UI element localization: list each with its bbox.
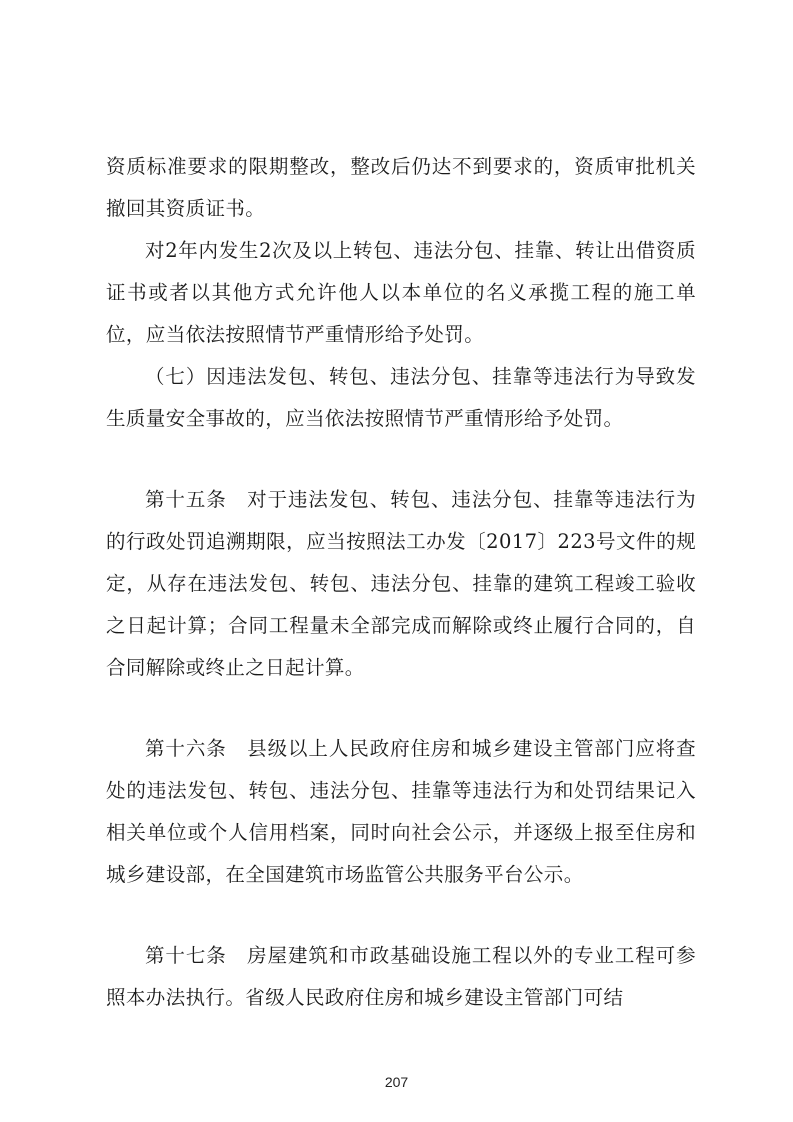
section-gap: [106, 440, 696, 479]
article-sixteen: [106, 728, 696, 896]
document-body: [106, 146, 696, 1019]
paragraph-item-seven: （七）因违法发包、转包、违法分包、挂靠等违法行为导致发生质量安全事故的，应当依法按照情节严重情形给予处罚。: [106, 365, 696, 430]
article-text: 房屋建筑和市政基础设施工程以外的专业工程可参照本办法执行。省级人民政府住房和城乡建设主管部门可结: [106, 944, 696, 1009]
article-text: 县级以上人民政府住房和城乡建设主管部门应将查处的违法发包、转包、违法分包、挂靠等违法行为和处罚结果记入相关单位或个人信用档案，同时向社会公示，并逐级上报至住房和城乡建设部，在全国建筑市场监管公共服务平台公示。: [106, 737, 696, 886]
section-gap: [106, 896, 696, 935]
paragraph-continuation: 资质标准要求的限期整改，整改后仍达不到要求的，资质审批机关撤回其资质证书。: [106, 155, 696, 220]
section-gap: [106, 689, 696, 728]
article-fifteen: [106, 479, 696, 689]
page-number: 207: [384, 1074, 409, 1090]
article-number: 第十五条: [145, 488, 227, 511]
paragraph-repeat-offense: 对2年内发生2次及以上转包、违法分包、挂靠、转让出借资质证书或者以其他方式允许他人以本单位的名义承揽工程的施工单位，应当依法按照情节严重情形给予处罚。: [106, 239, 696, 346]
article-seventeen: [106, 935, 696, 1019]
article-number: 第十六条: [145, 737, 227, 760]
article-number: 第十七条: [145, 944, 227, 967]
article-text: 对于违法发包、转包、违法分包、挂靠等违法行为的行政处罚追溯期限，应当按照法工办发〔2017〕223号文件的规定，从存在违法发包、转包、违法分包、挂靠的建筑工程竣工验收之日起计算；合同工程量未全部完成而解除或终止履行合同的，自合同解除或终止之日起计算。: [106, 488, 696, 679]
